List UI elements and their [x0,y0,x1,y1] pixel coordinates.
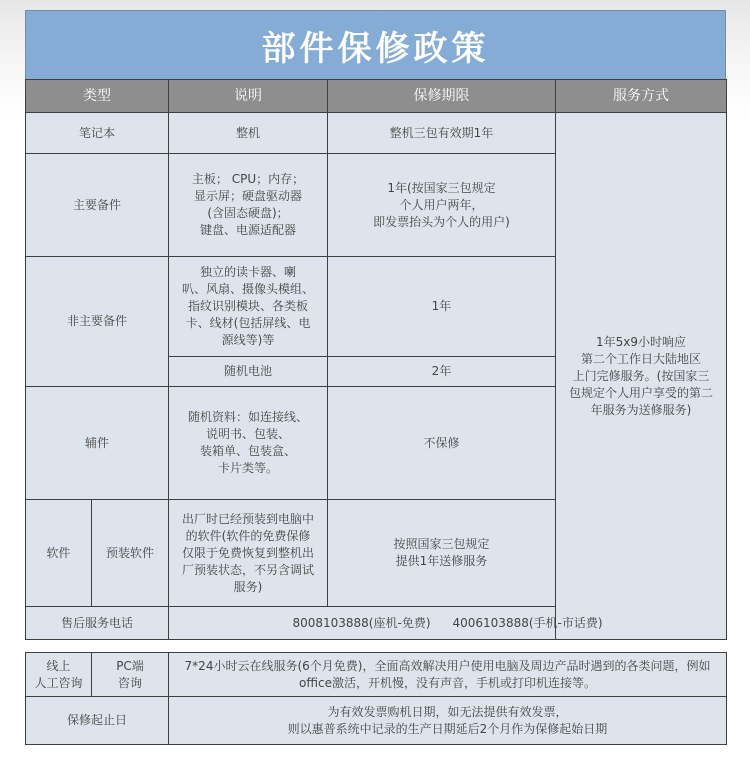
type-cell: 辅件 [26,387,169,500]
warranty-table [25,79,727,640]
header-service: 服务方式 [556,80,727,113]
service-method-cell: 1年5x9小时响应 第二个工作日大陆地区 上门完修服务。(按国家三 包规定个人用户享受的第二 年服务为送修服务) [556,113,727,640]
type-cell: 非主要备件 [26,257,169,387]
warranty-start-label: 保修起止日 [26,697,169,745]
header-description: 说明 [169,80,328,113]
table-row [26,113,727,154]
description-cell: 主板； CPU；内存； 显示屏；硬盘驱动器 (含固态硬盘)； 键盘、电源适配器 [169,154,328,257]
hotline-numbers [169,607,727,640]
landline-phone[interactable]: 8008103888(座机-免费) [292,615,431,630]
type-cell: 主要备件 [26,154,169,257]
description-cell: 整机 [169,113,328,154]
header-type: 类型 [26,80,169,113]
header-row [26,80,727,113]
header-period: 保修期限 [328,80,556,113]
period-cell: 1年 [328,257,556,357]
online-consult-row [26,653,727,697]
title-banner [25,10,726,80]
page-title: 部件保修政策 [261,28,490,69]
period-cell: 按照国家三包规定 提供1年送修服务 [328,500,556,607]
type-cell: 软件 [26,500,92,607]
description-cell: 随机电池 [169,357,328,387]
period-cell: 2年 [328,357,556,387]
subtype-cell: 预装软件 [92,500,169,607]
mobile-phone[interactable]: 4006103888(手机-市话费) [452,615,603,630]
period-cell: 1年(按国家三包规定 个人用户两年， 即发票抬头为个人的用户) [328,154,556,257]
description-cell: 独立的读卡器、喇 叭、风扇、摄像头模组、 指纹识别模块、各类板 卡、线材(包括屏线、电 源线等)等 [169,257,328,357]
hotline-label: 售后服务电话 [26,607,169,640]
type-cell: 笔记本 [26,113,169,154]
hotline-row [26,607,727,640]
pc-consult-label: PC端 咨询 [92,653,169,697]
online-service-text: 7*24小时云在线服务(6个月免费)，全面高效解决用户使用电脑及周边产品时遇到的各类问题，例如office激活，开机慢，没有声音，手机或打印机连接等。 [169,653,727,697]
warranty-policy-panel [25,10,726,744]
support-table [25,652,727,745]
online-consult-label: 线上 人工咨询 [26,653,92,697]
period-cell: 不保修 [328,387,556,500]
warranty-start-text: 为有效发票购机日期，如无法提供有效发票， 则以惠普系统中记录的生产日期延后2个月作为保修起始日期 [169,697,727,745]
description-cell: 随机资料：如连接线、 说明书、包装、 装箱单、包装盒、 卡片类等。 [169,387,328,500]
warranty-start-row [26,697,727,745]
period-cell: 整机三包有效期1年 [328,113,556,154]
description-cell: 出厂时已经预装到电脑中 的软件(软件的免费保修 仅限于免费恢复到整机出 厂预装状态，不另含调试 服务) [169,500,328,607]
